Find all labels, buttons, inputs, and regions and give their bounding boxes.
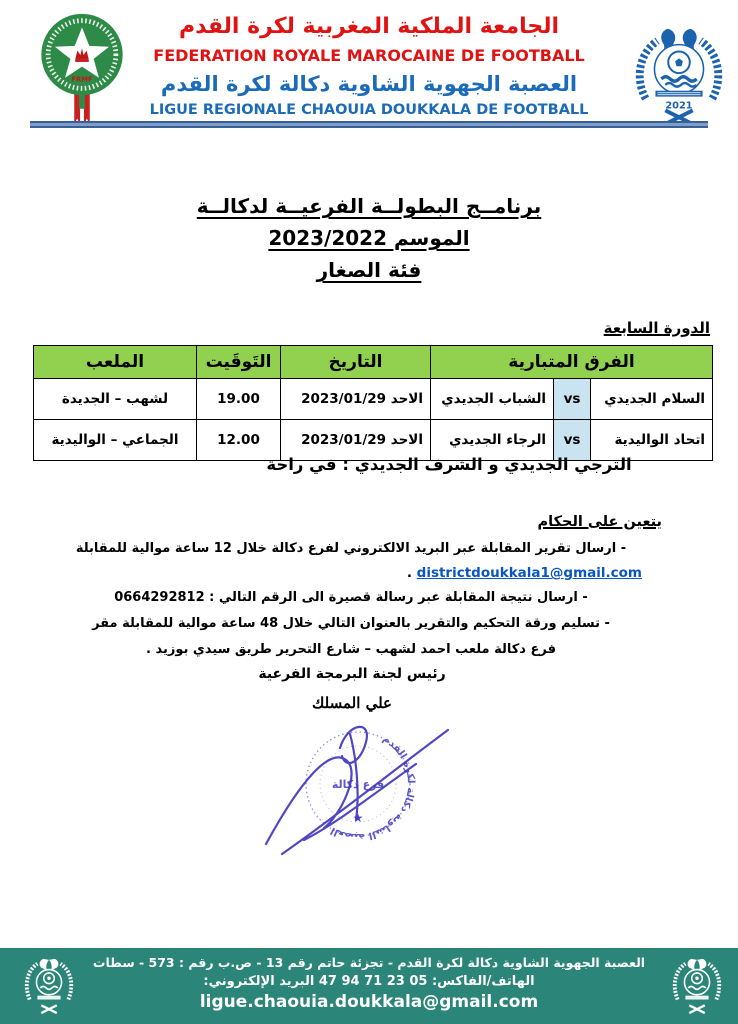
footer-phone-number: 47 94 71 23 05 [318, 974, 428, 989]
stamp-ring-text: العصبة الشاوية دكالة لكرة القدم [328, 733, 417, 843]
title-line-1: برنامــج البطولــة الفرعيــة لدكالــة [196, 194, 542, 218]
federation-title-ar: الجامعة الملكية المغربية لكرة القدم [178, 14, 559, 39]
footer-phone-line [90, 974, 648, 989]
signature-block [0, 666, 704, 712]
footer-emblem-right-icon [668, 957, 726, 1015]
table-row [34, 379, 713, 420]
home-team: اتحاد الواليدية [591, 420, 713, 461]
home-team: السلام الجديدي [591, 379, 713, 420]
title-line-2: الموسم 2023/2022 [268, 226, 470, 250]
referee-instruction-3-continuation: فرع دكالة ملعب احمد لشهب – شارع التحرير طريق سيدي بوزيد . [146, 642, 556, 657]
col-header-time: التَوقَيت [197, 346, 281, 379]
vs-label: vs [554, 420, 591, 461]
stamp-star-icon: ★ [352, 811, 364, 825]
league-year: 2021 [665, 100, 693, 112]
title-line-3: فئة الصغار [316, 258, 422, 282]
referee-instruction-2: - ارسال نتيجة المقابلة عبر رسالة قصيرة الى الرقم التالي : 0664292812 [114, 590, 588, 605]
footer-email-label: البريد الإلكتروني: [203, 974, 315, 989]
signatory-role: رئيس لجنة البرمجة الفرعية [258, 666, 446, 682]
header-titles [135, 14, 603, 119]
footer-email: ligue.chaouia.doukkala@gmail.com [199, 992, 539, 1012]
stamp-inner-text: فرع دكالة [331, 778, 385, 791]
header-divider [30, 121, 708, 128]
document-title [0, 190, 738, 286]
rest-note: الترجي الجديدي و الشرف الجديدي : في راحة [266, 455, 632, 474]
signatory-name: علي المسلك [311, 694, 393, 712]
referee-instruction-1: - ارسال تقرير المقابلة عبر البريد الالكتروني لفرع دكالة خلال 12 ساعة موالية للمقابلة [75, 541, 627, 556]
league-emblem-icon [628, 26, 730, 128]
match-date: الاحد 2023/01/29 [281, 379, 431, 420]
table-header-row [34, 346, 713, 379]
footer-address: العصبة الجهوية الشاوية دكالة لكرة القدم - تجزئة حاتم رقم 13 - ص.ب رقم : 573 - سطات [92, 955, 646, 970]
col-header-date: التاريخ [281, 346, 431, 379]
match-time: 12.00 [197, 420, 281, 461]
round-heading: الدورة السابعة [603, 319, 710, 337]
match-venue: لشهب – الجديدة [34, 379, 197, 420]
referee-email-line [40, 565, 662, 581]
district-email-link[interactable]: districtdoukkala1@gmail.com [416, 565, 642, 581]
league-title-ar: العصبة الجهوية الشاوية دكالة لكرة القدم [160, 71, 578, 96]
league-title-fr: LIGUE REGIONALE CHAOUIA DOUKKALA DE FOOTBALL [149, 101, 589, 118]
footer-contact-info [90, 955, 648, 1012]
referees-heading: يتعين على الحكام [537, 514, 662, 530]
match-time: 19.00 [197, 379, 281, 420]
frmf-crest-icon [30, 10, 134, 132]
away-team: الرجاء الجديدي [431, 420, 554, 461]
federation-title-fr: FEDERATION ROYALE MAROCAINE DE FOOTBALL [153, 46, 585, 66]
footer-bar [0, 948, 738, 1024]
match-date: الاحد 2023/01/29 [281, 420, 431, 461]
match-venue: الجماعي – الواليدية [34, 420, 197, 461]
email-trailing-dot: . [406, 565, 417, 581]
away-team: الشباب الجديدي [431, 379, 554, 420]
match-schedule-table [33, 345, 713, 461]
footer-phone-label: الهاتف/الفاكس: [431, 974, 535, 989]
footer-emblem-left-icon [20, 957, 78, 1015]
vs-label: vs [554, 379, 591, 420]
referee-instruction-3: - تسليم ورقة التحكيم والتقرير بالعنوان التالي خلال 48 ساعة موالية للمقابلة مقر [92, 616, 610, 631]
col-header-teams: الفرق المتبارية [431, 346, 713, 379]
referee-instructions [40, 514, 662, 666]
col-header-venue: الملعب [34, 346, 197, 379]
frmf-label: FRMF [71, 75, 93, 84]
official-stamp [252, 708, 464, 858]
